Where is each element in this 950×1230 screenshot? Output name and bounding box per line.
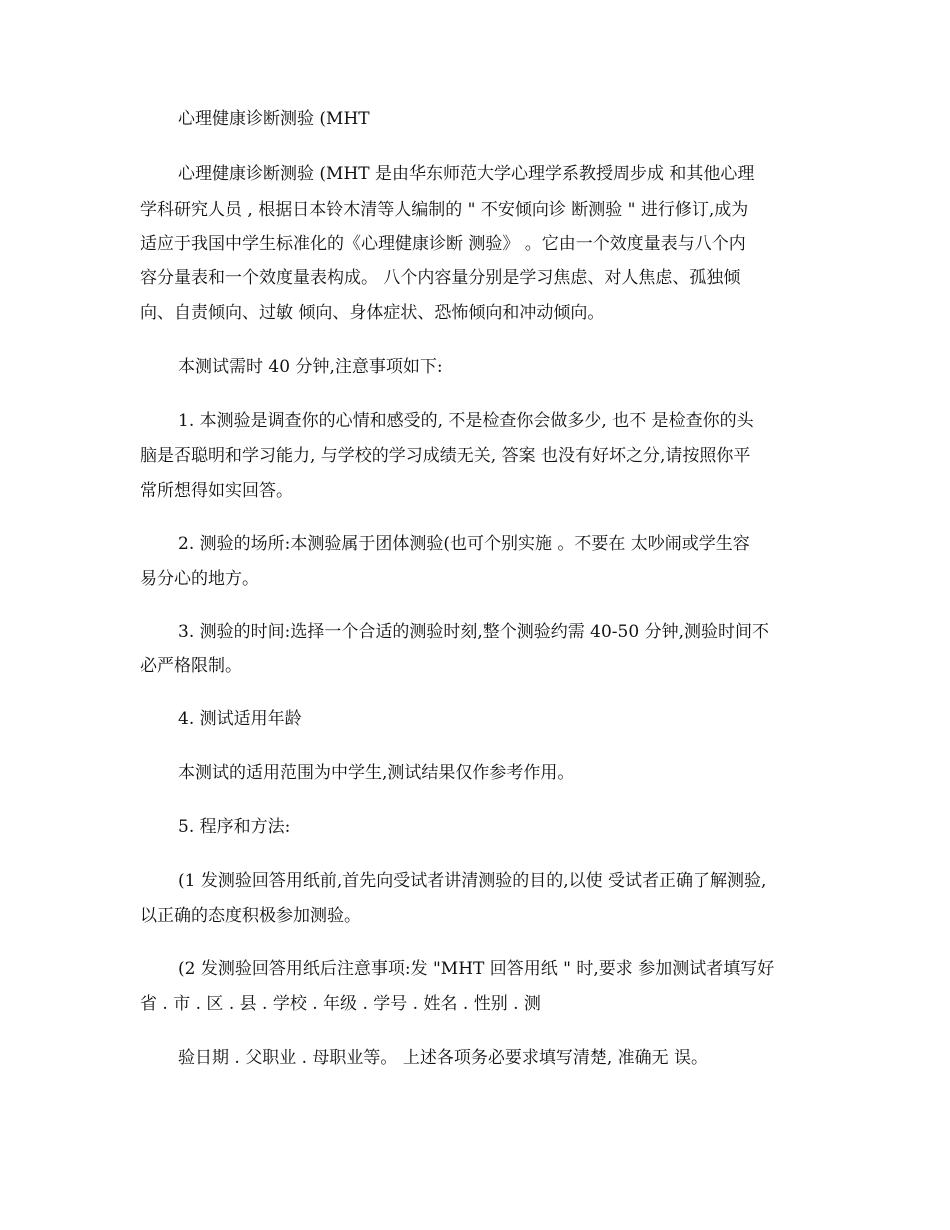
step-1-line: 以正确的态度积极参加测验。 xyxy=(140,906,361,926)
step-1-line: (1 发测验回答用纸前,首先向受试者讲清测验的目的,以使 受试者正确了解测验, xyxy=(178,871,767,891)
intro-line: 向、自责倾向、过敏 倾向、身体症状、恐怖倾向和冲动倾向。 xyxy=(140,303,605,323)
step-2-line: 省 . 市 . 区 . 县 . 学校 . 年级 . 学号 . 姓名 . 性别 . 测 xyxy=(140,994,541,1014)
item-1-line: 1. 本测验是调查你的心情和感受的, 不是检查你会做多少, 也不 是检查你的头 xyxy=(178,411,754,431)
notice-paragraph: 本测试需时 40 分钟,注意事项如下: xyxy=(178,357,443,377)
item-2-line: 易分心的地方。 xyxy=(140,569,259,589)
intro-line: 适应于我国中学生标准化的《心理健康诊断 测验》 。它由一个效度量表与八个内 xyxy=(140,234,746,254)
intro-line: 容分量表和一个效度量表构成。 八个内容量分别是学习焦虑、对人焦虑、孤独倾 xyxy=(140,268,741,288)
item-1-line: 常所想得如实回答。 xyxy=(140,481,293,501)
intro-line: 学科研究人员 , 根据日本铃木清等人编制的 " 不安倾向诊 断测验 " 进行修订,成为 xyxy=(140,200,749,220)
document-title: 心理健康诊断测验 (MHT xyxy=(178,109,370,129)
item-4-body: 本测试的适用范围为中学生,测试结果仅作参考作用。 xyxy=(178,763,575,783)
item-3-line: 必严格限制。 xyxy=(140,656,242,676)
item-2-line: 2. 测验的场所:本测验属于团体测验(也可个别实施 。不要在 太吵闹或学生容 xyxy=(178,534,750,554)
item-5-heading: 5. 程序和方法: xyxy=(178,817,291,837)
item-3-line: 3. 测验的时间:选择一个合适的测验时刻,整个测验约需 40-50 分钟,测验时间不 xyxy=(178,622,769,642)
item-4-heading: 4. 测试适用年龄 xyxy=(178,709,302,729)
item-1-line: 脑是否聪明和学习能力, 与学校的学习成绩无关, 答案 也没有好坏之分,请按照你平 xyxy=(140,446,751,466)
closing-paragraph: 验日期 . 父职业 . 母职业等。 上述各项务必要求填写清楚, 准确无 误。 xyxy=(178,1048,709,1068)
step-2-line: (2 发测验回答用纸后注意事项:发 "MHT 回答用纸 " 时,要求 参加测试者填写好 xyxy=(178,959,775,979)
intro-line: 心理健康诊断测验 (MHT 是由华东师范大学心理学系教授周步成 和其他心理 xyxy=(178,164,755,184)
